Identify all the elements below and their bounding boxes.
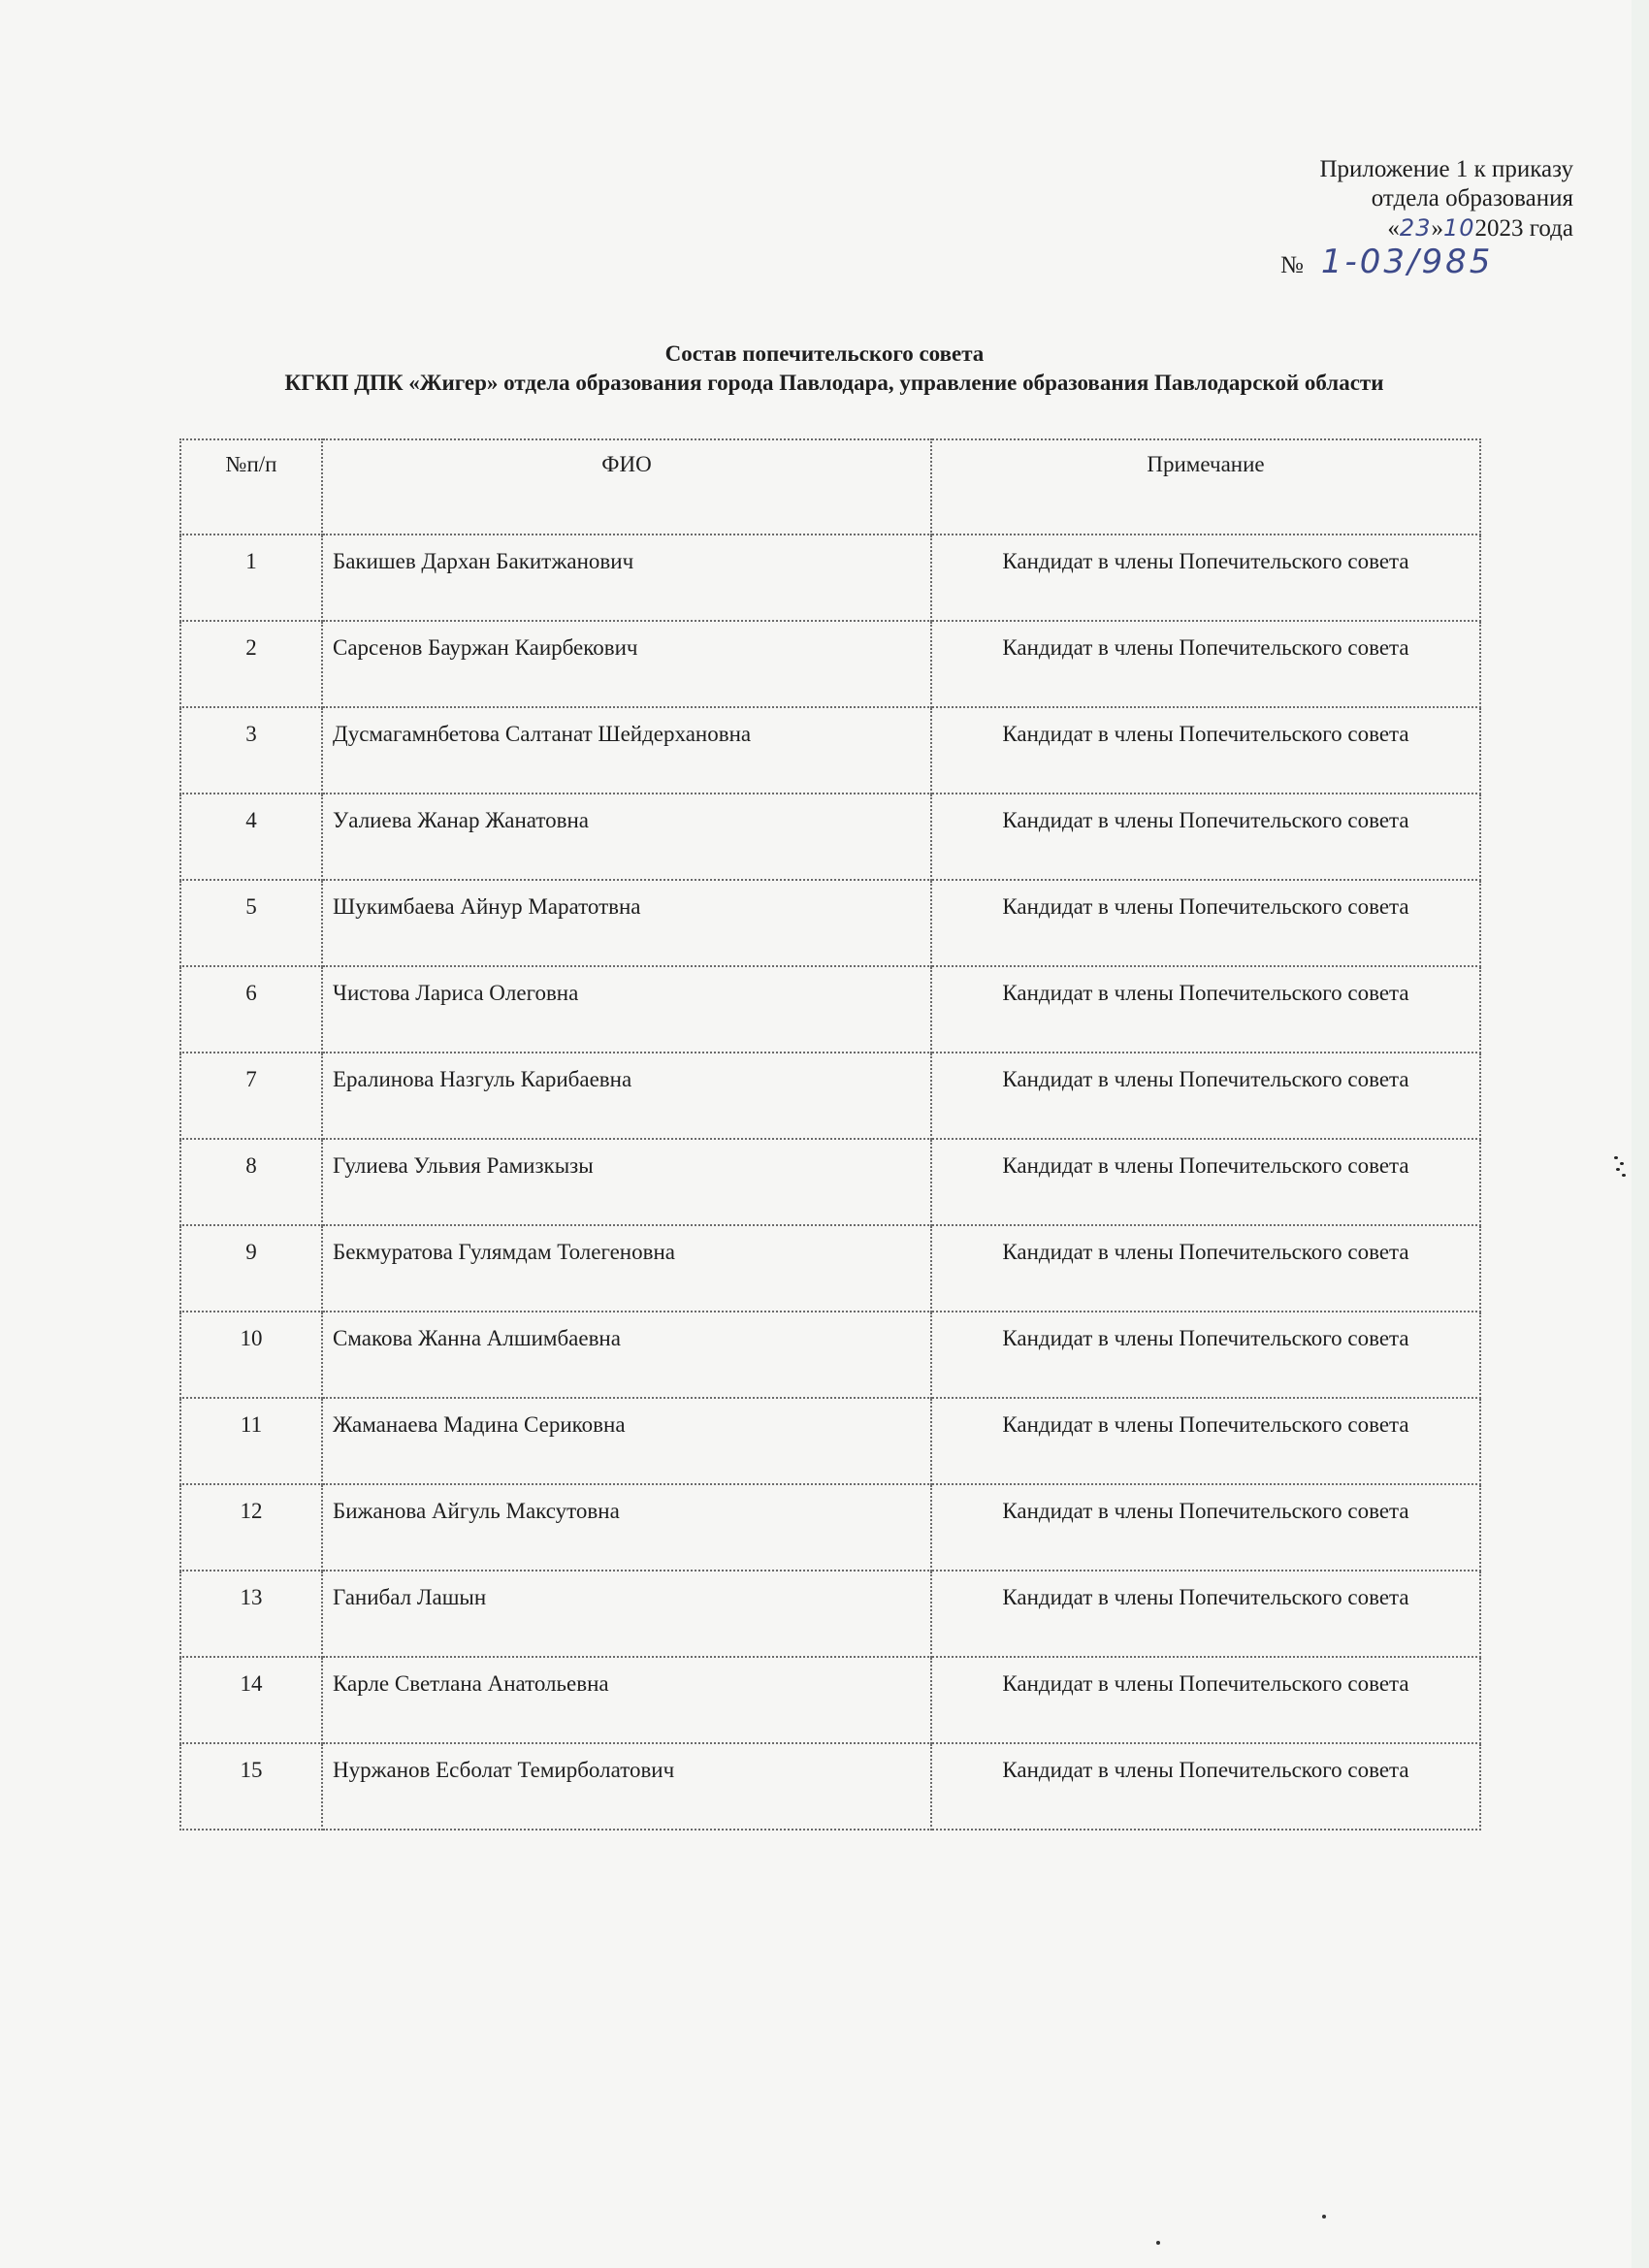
row-number: 13: [180, 1571, 322, 1657]
table-row: [180, 1398, 1480, 1484]
row-number: 4: [180, 794, 322, 880]
table-row: [180, 707, 1480, 794]
row-number: 5: [180, 880, 322, 966]
council-members-table: [179, 438, 1481, 1831]
row-name: Смакова Жанна Алшимбаевна: [322, 1312, 931, 1398]
row-name: Ералинова Назгуль Карибаевна: [322, 1053, 931, 1139]
row-name: Бижанова Айгуль Максутовна: [322, 1484, 931, 1571]
row-note: Кандидат в члены Попечительского совета: [931, 1225, 1480, 1312]
row-name: Шукимбаева Айнур Маратотвна: [322, 880, 931, 966]
row-note: Кандидат в члены Попечительского совета: [931, 535, 1480, 621]
row-name: Сарсенов Бауржан Каирбекович: [322, 621, 931, 707]
date-close-quote: »: [1431, 215, 1443, 242]
table-row: [180, 1571, 1480, 1657]
row-number: 11: [180, 1398, 322, 1484]
row-name: Бакишев Дархан Бакитжанович: [322, 535, 931, 621]
appendix-line-2: отдела образования: [1371, 185, 1573, 211]
row-note: Кандидат в члены Попечительского совета: [931, 1312, 1480, 1398]
row-note: Кандидат в члены Попечительского совета: [931, 1657, 1480, 1743]
row-number: 8: [180, 1139, 322, 1225]
row-number: 1: [180, 535, 322, 621]
table-row: [180, 621, 1480, 707]
table-row: [180, 1225, 1480, 1312]
row-note: Кандидат в члены Попечительского совета: [931, 1053, 1480, 1139]
table-row: [180, 1053, 1480, 1139]
table-row: [180, 880, 1480, 966]
row-number: 2: [180, 621, 322, 707]
row-number: 7: [180, 1053, 322, 1139]
row-note: Кандидат в члены Попечительского совета: [931, 880, 1480, 966]
date-month-handwritten: 10: [1442, 214, 1475, 242]
scan-dot: [1322, 2215, 1326, 2219]
row-note: Кандидат в члены Попечительского совета: [931, 1398, 1480, 1484]
number-handwritten: 1-03/985: [1320, 243, 1494, 281]
appendix-date: [1319, 213, 1573, 243]
appendix-line-1: Приложение 1 к приказу: [1319, 156, 1573, 182]
scan-dot: [1156, 2241, 1160, 2245]
row-number: 15: [180, 1743, 322, 1830]
row-note: Кандидат в члены Попечительского совета: [931, 1571, 1480, 1657]
table-header-row: [180, 439, 1480, 535]
row-number: 3: [180, 707, 322, 794]
scan-artifact: [1612, 1154, 1628, 1182]
header-number: №п/п: [180, 439, 322, 535]
table-row: [180, 1657, 1480, 1743]
row-name: Уалиева Жанар Жанатовна: [322, 794, 931, 880]
title-line-2: КГКП ДПК «Жигер» отдела образования города Павлодара, управление образования Павлодарской области: [284, 371, 1384, 395]
row-note: Кандидат в члены Попечительского совета: [931, 621, 1480, 707]
number-label: №: [1280, 252, 1304, 278]
table-row: [180, 966, 1480, 1053]
document-title: [0, 340, 1649, 398]
date-open-quote: «: [1387, 215, 1400, 242]
header-name: ФИО: [322, 439, 931, 535]
row-number: 9: [180, 1225, 322, 1312]
row-name: Ганибал Лашын: [322, 1571, 931, 1657]
date-year: 2023 года: [1474, 215, 1573, 242]
row-name: Чистова Лариса Олеговна: [322, 966, 931, 1053]
table-row: [180, 794, 1480, 880]
row-note: Кандидат в члены Попечительского совета: [931, 794, 1480, 880]
row-name: Нуржанов Есболат Темирболатович: [322, 1743, 931, 1830]
row-name: Карле Светлана Анатольевна: [322, 1657, 931, 1743]
date-day-handwritten: 23: [1399, 214, 1432, 242]
row-name: Дусмагамнбетова Салтанат Шейдерхановна: [322, 707, 931, 794]
row-name: Жаманаева Мадина Сериковна: [322, 1398, 931, 1484]
title-line-1: Состав попечительского совета: [664, 341, 985, 366]
table-row: [180, 1312, 1480, 1398]
appendix-header: [1319, 155, 1573, 243]
table-row: [180, 1139, 1480, 1225]
row-name: Бекмуратова Гулямдам Толегеновна: [322, 1225, 931, 1312]
row-note: Кандидат в члены Попечительского совета: [931, 1139, 1480, 1225]
row-note: Кандидат в члены Попечительского совета: [931, 707, 1480, 794]
row-number: 12: [180, 1484, 322, 1571]
row-note: Кандидат в члены Попечительского совета: [931, 966, 1480, 1053]
row-number: 14: [180, 1657, 322, 1743]
table-row: [180, 535, 1480, 621]
table-body: [180, 535, 1480, 1830]
row-number: 6: [180, 966, 322, 1053]
table-row: [180, 1484, 1480, 1571]
row-note: Кандидат в члены Попечительского совета: [931, 1484, 1480, 1571]
row-number: 10: [180, 1312, 322, 1398]
row-name: Гулиева Ульвия Рамизкызы: [322, 1139, 931, 1225]
table-row: [180, 1743, 1480, 1830]
row-note: Кандидат в члены Попечительского совета: [931, 1743, 1480, 1830]
header-note: Примечание: [931, 439, 1480, 535]
order-number: [1280, 243, 1493, 281]
